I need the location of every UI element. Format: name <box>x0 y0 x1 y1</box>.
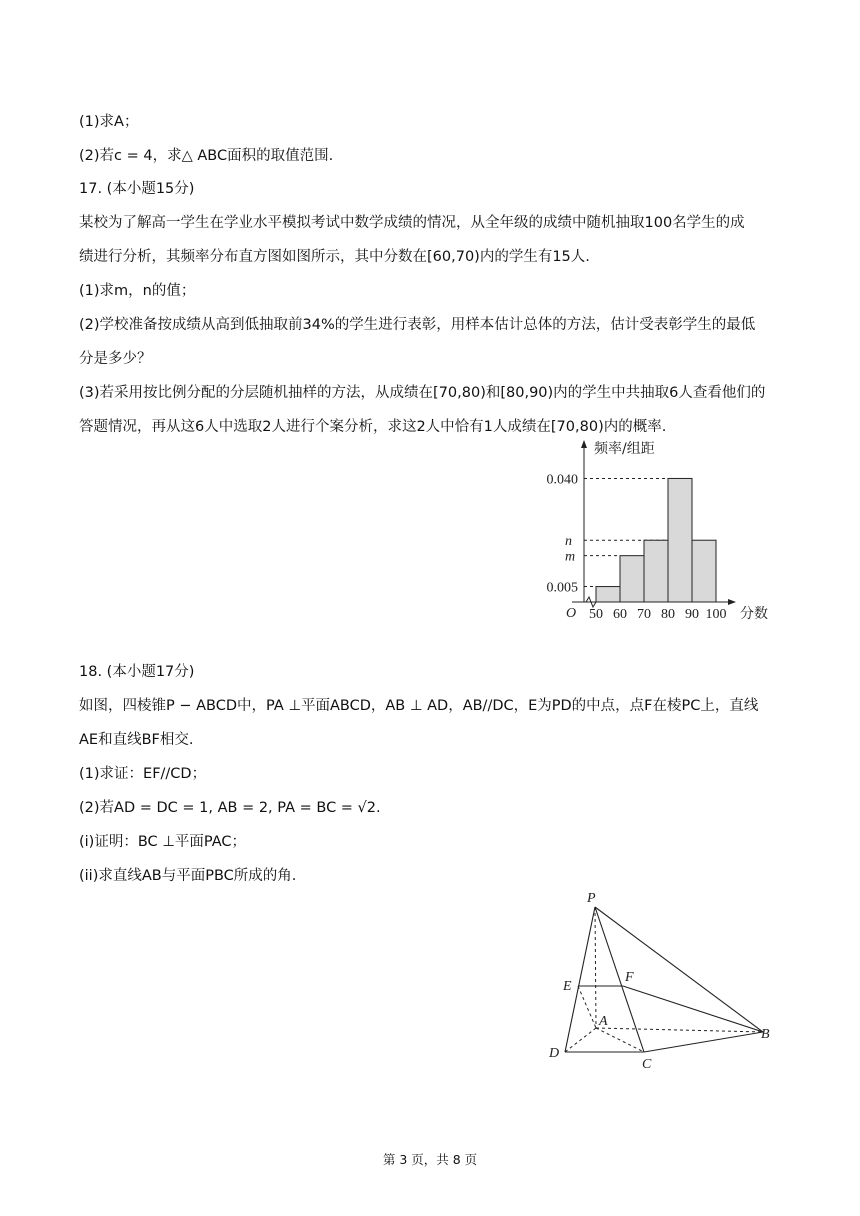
segment-ae <box>578 986 596 1028</box>
x-tick-label: 60 <box>613 607 627 622</box>
q17-part3-line1: (3)若采用按比例分配的分层随机抽样的方法，从成绩在[70,80)和[80,90)内的学生中共抽取6人查看他们的 <box>79 385 766 401</box>
point-label-f: F <box>625 970 634 985</box>
x-tick-label: 100 <box>705 607 727 622</box>
vertex-label-c: C <box>642 1057 652 1072</box>
q17-part2-line1: (2)学校准备按成绩从高到低抽取前34%的学生进行表彰，用样本估计总体的方法，估计受表彰学生的最低 <box>79 317 756 333</box>
pyramid-figure <box>545 880 785 1080</box>
y-axis-arrow <box>581 440 587 448</box>
page-footer: 第 3 页，共 8 页 <box>382 1152 478 1167</box>
x-tick-label: 80 <box>661 607 675 622</box>
q18-stem-line2: AE和直线BF相交. <box>79 732 194 748</box>
edge-pc <box>595 907 644 1052</box>
edge-cb <box>644 1032 763 1052</box>
q18-stem-line1: 如图，四棱锥P − ABCD中，PA ⊥平面ABCD，AB ⊥ AD，AB//DC，E为PD的中点，点F在棱PC上，直线 <box>79 698 759 714</box>
y-tick-label: 0.040 <box>546 472 578 488</box>
y-tick-label: n <box>565 534 572 550</box>
histogram-bar <box>644 540 668 602</box>
q18-part1: (1)求证：EF//CD； <box>79 766 207 782</box>
edge-pb <box>595 907 763 1032</box>
vertex-label-p: P <box>587 891 596 906</box>
y-tick-label: m <box>565 549 576 565</box>
edge-pa <box>595 907 596 1028</box>
x-axis-label: 分数 <box>740 606 768 622</box>
y-axis-label: 频率/组距 <box>594 441 655 457</box>
x-tick-label: 70 <box>637 607 651 622</box>
x-tick-label: 90 <box>685 607 699 622</box>
point-label-e: E <box>563 979 572 994</box>
q17-stem-line2: 绩进行分析，其频率分布直方图如图所示，其中分数在[60,70)内的学生有15人. <box>79 249 590 265</box>
q18-part2: (2)若AD = DC = 1, AB = 2, PA = BC = √2. <box>79 800 381 816</box>
x-axis-arrow <box>728 599 736 605</box>
q17-header: 17. (本小题15分) <box>79 181 195 197</box>
y-tick-label: 0.005 <box>546 580 578 596</box>
vertex-label-a: A <box>599 1014 608 1029</box>
q17-stem-line1: 某校为了解高一学生在学业水平模拟考试中数学成绩的情况，从全年级的成绩中随机抽取100名学生的成 <box>79 215 745 231</box>
histogram-bar <box>620 556 644 602</box>
q17-part2-line2: 分是多少？ <box>79 351 152 367</box>
x-tick-label: 50 <box>589 607 603 622</box>
q16-part2: (2)若c = 4，求△ ABC面积的取值范围. <box>79 148 334 164</box>
vertex-label-b: B <box>761 1027 770 1042</box>
vertex-label-d: D <box>549 1046 560 1061</box>
edge-ab <box>596 1028 763 1032</box>
q18-part2-i: (i)证明：BC ⊥平面PAC； <box>79 834 247 850</box>
frequency-histogram <box>532 437 782 632</box>
histogram-bar <box>692 540 716 602</box>
q18-part2-ii: (ii)求直线AB与平面PBC所成的角. <box>79 868 297 884</box>
q18-header: 18. (本小题17分) <box>79 664 195 680</box>
q16-part1: (1)求A； <box>79 114 139 130</box>
q17-part1: (1)求m，n的值； <box>79 283 196 299</box>
q17-part3-line2: 答题情况，再从这6人中选取2人进行个案分析，求这2人中恰有1人成绩在[70,80)内的概率. <box>79 419 667 435</box>
segment-fb <box>623 986 763 1032</box>
histogram-bar <box>668 478 692 602</box>
origin-label: O <box>566 606 577 621</box>
histogram-bar <box>596 587 620 602</box>
